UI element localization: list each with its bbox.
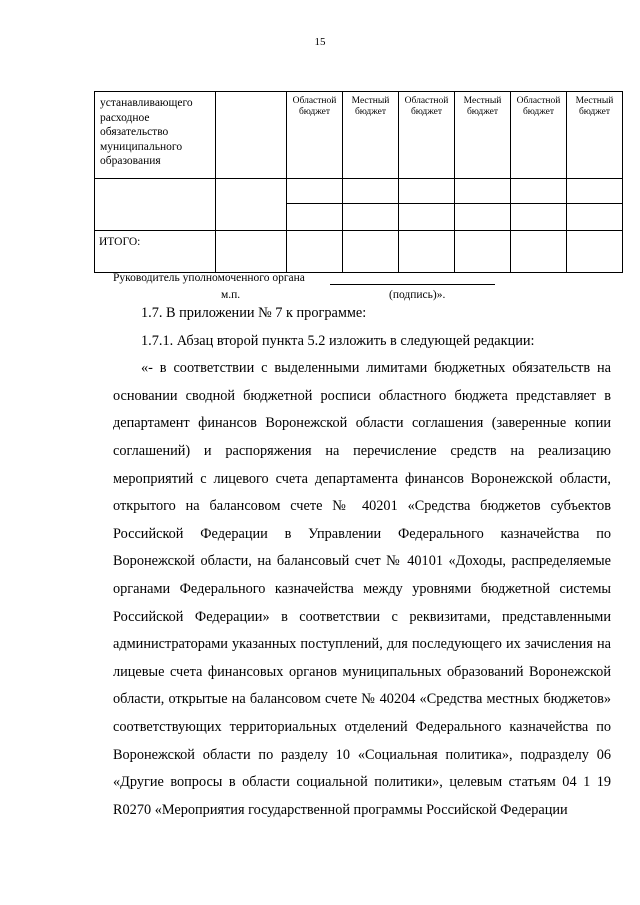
empty-cell [511, 179, 567, 204]
stamp-label: м.п. [221, 289, 241, 301]
empty-cell [567, 179, 623, 204]
document-body [113, 300, 611, 824]
empty-cell [511, 231, 567, 273]
table-total-row [95, 231, 623, 273]
empty-cell [399, 179, 455, 204]
budget-header-cell: Областной бюджет [399, 92, 455, 179]
empty-cell [567, 231, 623, 273]
empty-cell [343, 204, 399, 231]
budget-table [94, 91, 623, 273]
budget-header-cell: Местный бюджет [455, 92, 511, 179]
budget-header-cell: Местный бюджет [343, 92, 399, 179]
empty-cell [287, 231, 343, 273]
empty-cell [216, 92, 287, 179]
empty-cell [399, 204, 455, 231]
paragraph-quoted-text: «- в соответствии с выделенными лимитами бюджетных обязательств на основании сводной бюджетной росписи областного бюджета представляет в департамент финансов Воронежской области соглашения (заверенные копии соглашений) и распоряжения на перечисление средств на реализацию мероприятий с лицевого счета департамента финансов Воронежской области, открытого на балансовом счете № 40201 «Средства бюджетов субъектов Российской Федерации в Управлении Федерального казначейства по Воронежской области, на балансовый счет № 40101 «Доходы, распределяемые органами Федерального казначейства между уровнями бюджетной системы Российской Федерации» в соответствии с реквизитами, представленными администраторами указанных поступлений, для последующего их зачисления на лицевые счета финансовых органов муниципальных образований Воронежской области, открытые на балансовом счете № 40204 «Средства местных бюджетов» соответствующих территориальных отделений Федерального казначейства по Воронежской области по разделу 10 «Социальная политика», подразделу 06 «Другие вопросы в области социальной политики», целевым статьям 04 1 19 R0270 «Мероприятия государственной программы Российской Федерации [113, 360, 611, 818]
empty-cell [216, 231, 287, 273]
empty-cell [455, 179, 511, 204]
signature-line [330, 284, 495, 285]
empty-cell [216, 179, 287, 231]
empty-cell [343, 179, 399, 204]
empty-cell [399, 231, 455, 273]
page-number: 15 [314, 36, 326, 48]
head-signature-label: Руководитель уполномоченного органа [113, 272, 305, 284]
empty-cell [511, 204, 567, 231]
budget-header-cell: Местный бюджет [567, 92, 623, 179]
paragraph-1-7: 1.7. В приложении № 7 к программе: [141, 305, 367, 321]
signature-caption: (подпись)». [389, 289, 446, 301]
empty-cell [95, 179, 216, 231]
table-row [95, 179, 623, 204]
paragraph-1-7-1: 1.7.1. Абзац второй пункта 5.2 изложить в следующей редакции: [141, 332, 535, 349]
budget-header-cell: Областной бюджет [287, 92, 343, 179]
empty-cell [287, 179, 343, 204]
table-header-row [95, 92, 623, 179]
empty-cell [455, 204, 511, 231]
row-label-cell: устанавливающего расходное обязательство муниципального образования [95, 92, 216, 179]
budget-header-cell: Областной бюджет [511, 92, 567, 179]
empty-cell [287, 204, 343, 231]
empty-cell [455, 231, 511, 273]
empty-cell [567, 204, 623, 231]
total-label: ИТОГО: [95, 231, 216, 273]
empty-cell [343, 231, 399, 273]
